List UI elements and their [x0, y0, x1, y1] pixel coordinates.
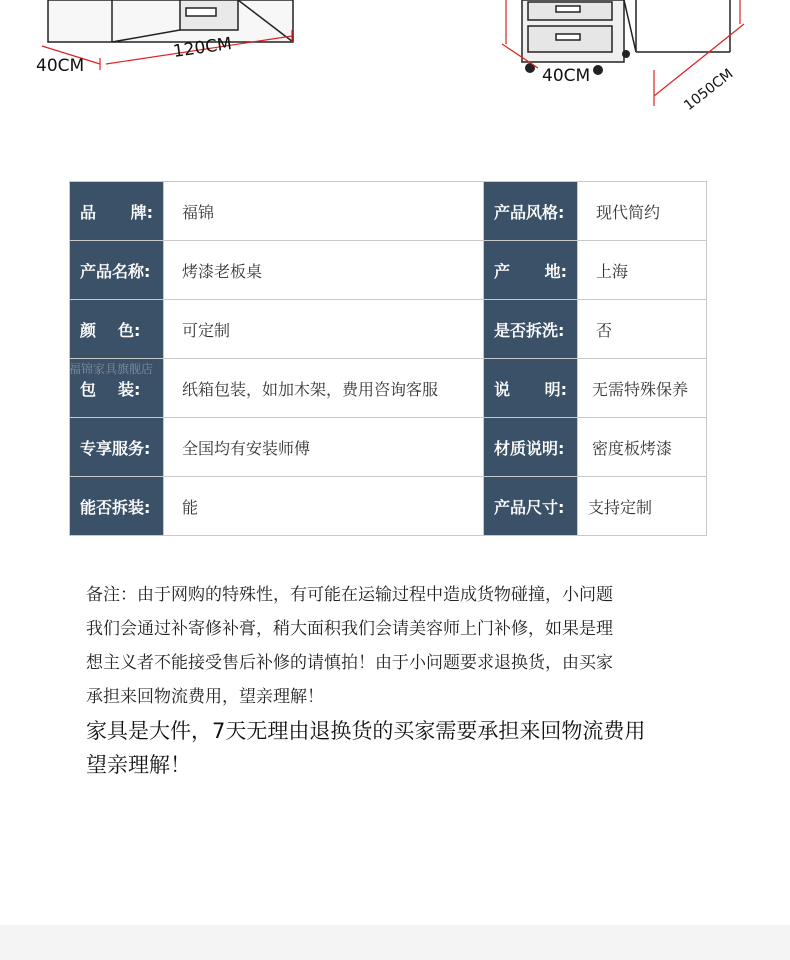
spec-label — [70, 418, 164, 477]
spec-label — [484, 300, 578, 359]
spec-value-washable: 否 — [578, 300, 707, 359]
height-label-right: 1050CM — [681, 66, 737, 114]
label-part: 是否拆洗: — [494, 320, 565, 340]
spec-label — [484, 241, 578, 300]
spec-label — [70, 241, 164, 300]
label-part: 能否拆装: — [80, 497, 151, 517]
table-row — [70, 241, 707, 300]
spec-label — [70, 477, 164, 536]
label-part: 专享服务: — [80, 438, 151, 458]
label-part: 颜 — [80, 320, 97, 340]
spec-value-service: 全国均有安装师傅 — [164, 418, 484, 477]
spec-value-origin: 上海 — [578, 241, 707, 300]
spec-label — [484, 359, 578, 418]
table-row — [70, 418, 707, 477]
spec-label — [70, 300, 164, 359]
depth-label-left: 40CM — [36, 56, 85, 76]
label-part: 说 — [494, 379, 511, 399]
label-part: 材质说明: — [494, 438, 565, 458]
label-part: 装: — [118, 379, 141, 399]
return-policy-warning-end: 望亲理解！ — [86, 753, 191, 777]
label-part: 产品名称: — [80, 261, 151, 281]
label-part: 品 — [80, 202, 97, 222]
spec-value-notes: 无需特殊保养 — [578, 359, 707, 418]
spec-label — [70, 359, 164, 418]
label-part: 产品风格: — [494, 202, 565, 222]
label-part: 产品尺寸: — [494, 497, 565, 517]
label-part: 牌: — [130, 202, 153, 222]
spec-value-style: 现代简约 — [578, 182, 707, 241]
note-line: 承担来回物流费用，望亲理解！ — [86, 687, 324, 707]
table-row — [70, 477, 707, 536]
note-line: 备注：由于网购的特殊性，有可能在运输过程中造成货物碰撞，小问题 — [86, 585, 613, 605]
width-label-left: 120CM — [171, 33, 234, 63]
spec-label — [484, 477, 578, 536]
spec-label — [484, 182, 578, 241]
spec-value-size: 支持定制 — [578, 477, 707, 536]
spec-value-assembly: 能 — [164, 477, 484, 536]
label-part: 产 — [494, 261, 511, 281]
return-policy-warning: 家具是大件，7天无理由退换货的买家需要承担来回物流费用 — [86, 719, 646, 743]
label-part: 色: — [118, 320, 141, 340]
table-row — [70, 182, 707, 241]
note-line: 想主义者不能接受售后补修的请慎拍！由于小问题要求退换货，由买家 — [86, 653, 613, 673]
notes-section — [86, 578, 706, 782]
label-part: 包 — [80, 379, 97, 399]
table-row — [70, 359, 707, 418]
product-dimension-drawing — [0, 0, 790, 130]
spec-value-brand: 福锦 — [164, 182, 484, 241]
label-part: 地: — [544, 261, 567, 281]
spec-value-name: 烤漆老板桌 — [164, 241, 484, 300]
spec-value-material: 密度板烤漆 — [578, 418, 707, 477]
table-row — [70, 300, 707, 359]
label-part: 明: — [544, 379, 567, 399]
store-watermark: 福锦家具旗舰店 — [69, 362, 154, 376]
spec-value-color: 可定制 — [164, 300, 484, 359]
dimension-sketch — [0, 0, 790, 130]
depth-label-right: 40CM — [542, 66, 591, 86]
spec-label — [484, 418, 578, 477]
spec-table — [69, 181, 707, 536]
note-line: 我们会通过补寄修补膏，稍大面积我们会请美容师上门补修，如果是理 — [86, 619, 613, 639]
spec-value-packaging: 纸箱包装，如加木架，费用咨询客服 — [164, 359, 484, 418]
spec-label — [70, 182, 164, 241]
bottom-divider — [0, 925, 790, 960]
